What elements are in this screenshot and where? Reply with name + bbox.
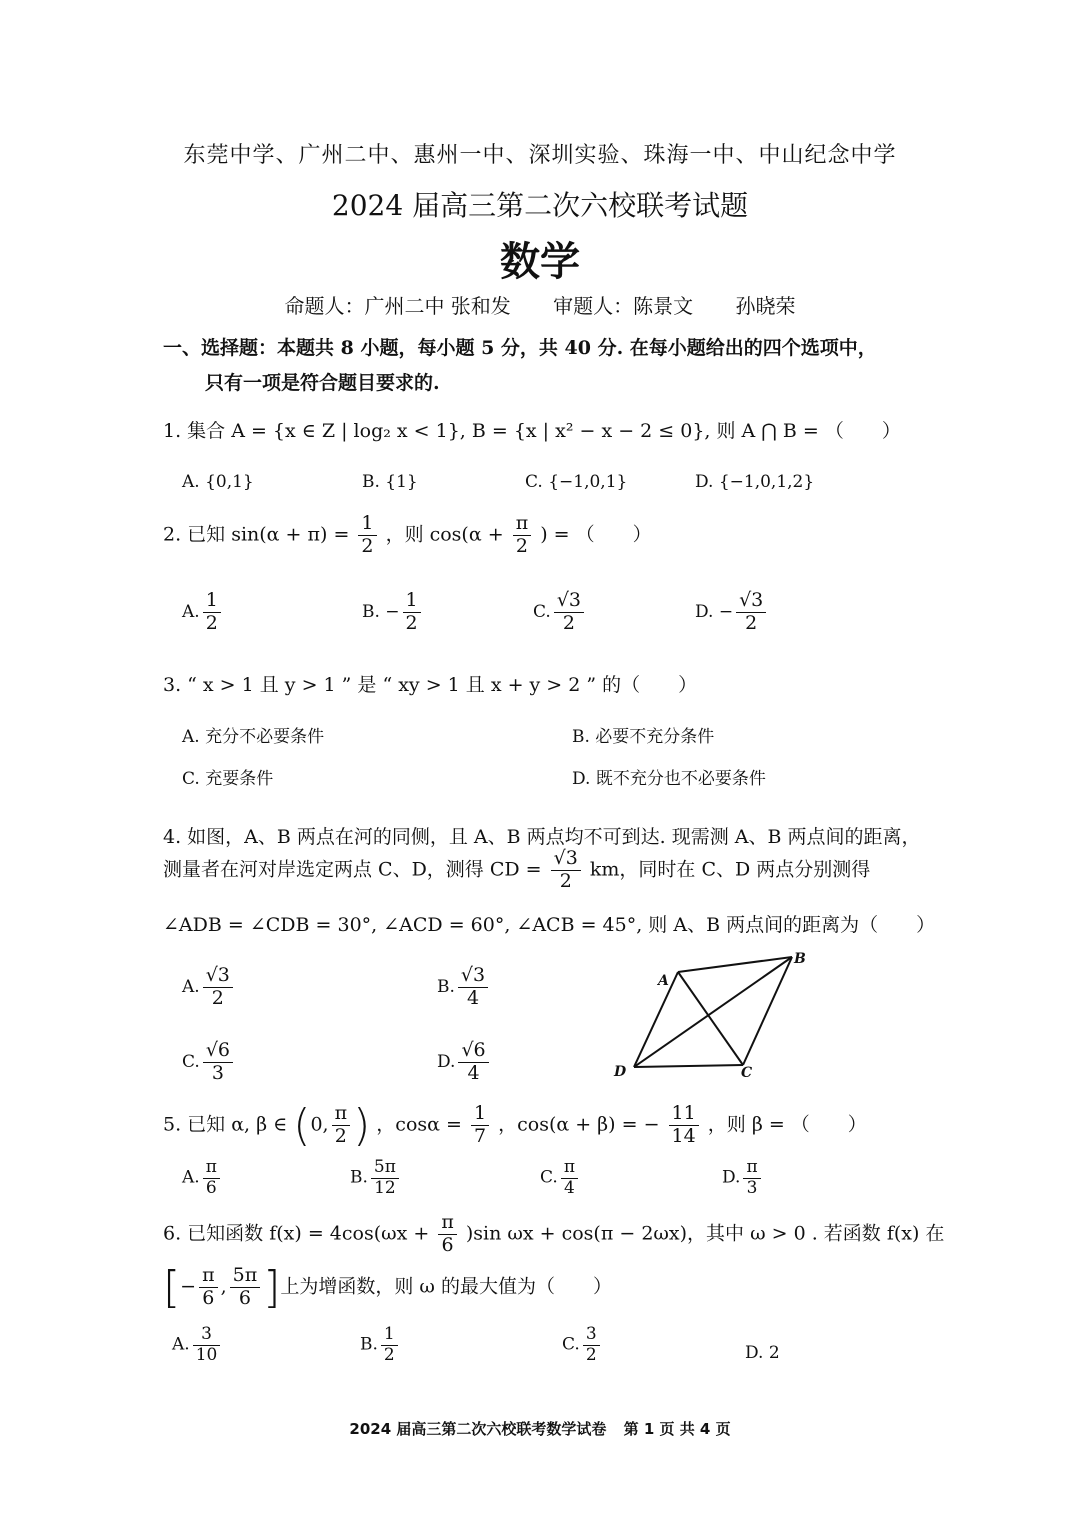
q5-stem: 5. 已知 α, β ∈ (0, $\frac{\pi}{2}$ ) ，cosα = $\frac{1}{7}$ ，cos(α + β) = − $\frac{11}{14}$ ，则 β = （ ） [163, 1100, 867, 1151]
subject-title: 数学 [500, 239, 580, 285]
q1-option-a: A. {0,1} [182, 472, 254, 492]
footer-title: 2024 届高三第二次六校联考数学试卷 [349, 1420, 607, 1438]
author-line [0, 290, 1080, 319]
q4-line-2: 测量者在河对岸选定两点 C、D，测得 CD = $\frac{√3}{2}$ km，同时在 C、D 两点分别测得 [163, 847, 871, 892]
author: 命题人：广州二中 张和发 [284, 294, 511, 318]
q3-option-b: B. 必要不充分条件 [572, 727, 715, 747]
q4-option-c: C. $\frac{√6}{3}$ [182, 1040, 236, 1085]
q2-option-d: D. − $\frac{√3}{2}$ [695, 590, 769, 635]
q1-stem: 1. 集合 A = {x ∈ Z | log₂ x < 1}, B = {x | x² − x − 2 ≤ 0}, 则 A ⋂ B = （ ） [163, 420, 901, 442]
q4-option-d: D. $\frac{√6}{4}$ [437, 1040, 492, 1085]
q3-option-c: C. 充要条件 [182, 769, 274, 789]
reviewer: 审题人：陈景文 [553, 294, 694, 318]
q5-option-a: A. $\frac{\pi}{6}$ [182, 1158, 223, 1198]
q5-option-b: B. $\frac{5\pi}{12}$ [350, 1158, 402, 1198]
q6-interval-line: [− $\frac{\pi}{6}$ , $\frac{5\pi}{6}$ ]上为增函数，则 ω 的最大值为（ ） [163, 1262, 612, 1313]
edge-dc [634, 1065, 743, 1067]
q3-option-a: A. 充分不必要条件 [182, 727, 325, 747]
q3-stem: 3. “ x > 1 且 y > 1 ” 是 “ xy > 1 且 x + y > 2 ” 的（ ） [163, 674, 698, 696]
reviewer-2: 孙晓荣 [735, 294, 796, 318]
q4-figure [610, 945, 820, 1085]
q1-option-b: B. {1} [362, 472, 418, 492]
footer-page: 第 1 页 共 4 页 [623, 1420, 731, 1438]
q4-option-b: B. $\frac{√3}{4}$ [437, 965, 491, 1010]
q4-option-a: A. $\frac{√3}{2}$ [182, 965, 236, 1010]
q2-frac: $\frac{1}{2}$ [358, 513, 376, 558]
section-heading: 一、选择题：本题共 8 小题，每小题 5 分，共 40 分. 在每小题给出的四个选项中， [163, 337, 877, 359]
q6-option-c: C. $\frac{3}{2}$ [562, 1325, 603, 1365]
q1-option-d: D. {−1,0,1,2} [695, 472, 815, 492]
q6-stem: 6. 已知函数 f(x) = 4cos(ωx + $\frac{\pi}{6}$ )sin ωx + cos(π − 2ωx)，其中 ω > 0 . 若函数 f(x) 在 [163, 1211, 945, 1256]
q2-option-b: B. − $\frac{1}{2}$ [362, 590, 424, 635]
edge-ac [678, 972, 743, 1065]
q4-line-1: 4. 如图，A、B 两点在河的同侧，且 A、B 两点均不可到达. 现需测 A、B 两点间的距离， [163, 826, 921, 848]
q2-frac-pi: $\frac{\pi}{2}$ [513, 513, 532, 558]
q2-option-c: C. $\frac{√3}{2}$ [533, 590, 587, 635]
q5-option-c: C. $\frac{\pi}{4}$ [540, 1158, 581, 1198]
q6-option-a: A. $\frac{3}{10}$ [172, 1325, 223, 1365]
q6-option-b: B. $\frac{1}{2}$ [360, 1325, 401, 1365]
point-d-label: D [614, 1064, 627, 1080]
q4-cd-frac: $\frac{√3}{2}$ [551, 848, 581, 893]
section-heading-cont: 只有一项是符合题目要求的. [205, 372, 440, 394]
q5-option-d: D. $\frac{\pi}{3}$ [722, 1158, 764, 1198]
page-footer [0, 1418, 1080, 1439]
q1-option-c: C. {−1,0,1} [525, 472, 628, 492]
point-c-label: C [741, 1065, 753, 1081]
q4-line-3: ∠ADB = ∠CDB = 30°, ∠ACD = 60°, ∠ACB = 45°, 则 A、B 两点间的距离为（ ） [163, 914, 936, 936]
q6-option-d: D. 2 [745, 1343, 780, 1363]
point-b-label: B [794, 951, 806, 967]
school-list: 东莞中学、广州二中、惠州一中、深圳实验、珠海一中、中山纪念中学 [183, 143, 897, 168]
q3-option-d: D. 既不充分也不必要条件 [572, 769, 766, 789]
exam-title: 2024 届高三第二次六校联考试题 [331, 189, 749, 222]
point-a-label: A [658, 973, 669, 989]
q2-option-a: A. $\frac{1}{2}$ [182, 590, 224, 635]
q2-stem: 2. 已知 sin(α + π) = $\frac{1}{2}$ ，则 cos(α + $\frac{\pi}{2}$ ) = （ ） [163, 512, 652, 557]
